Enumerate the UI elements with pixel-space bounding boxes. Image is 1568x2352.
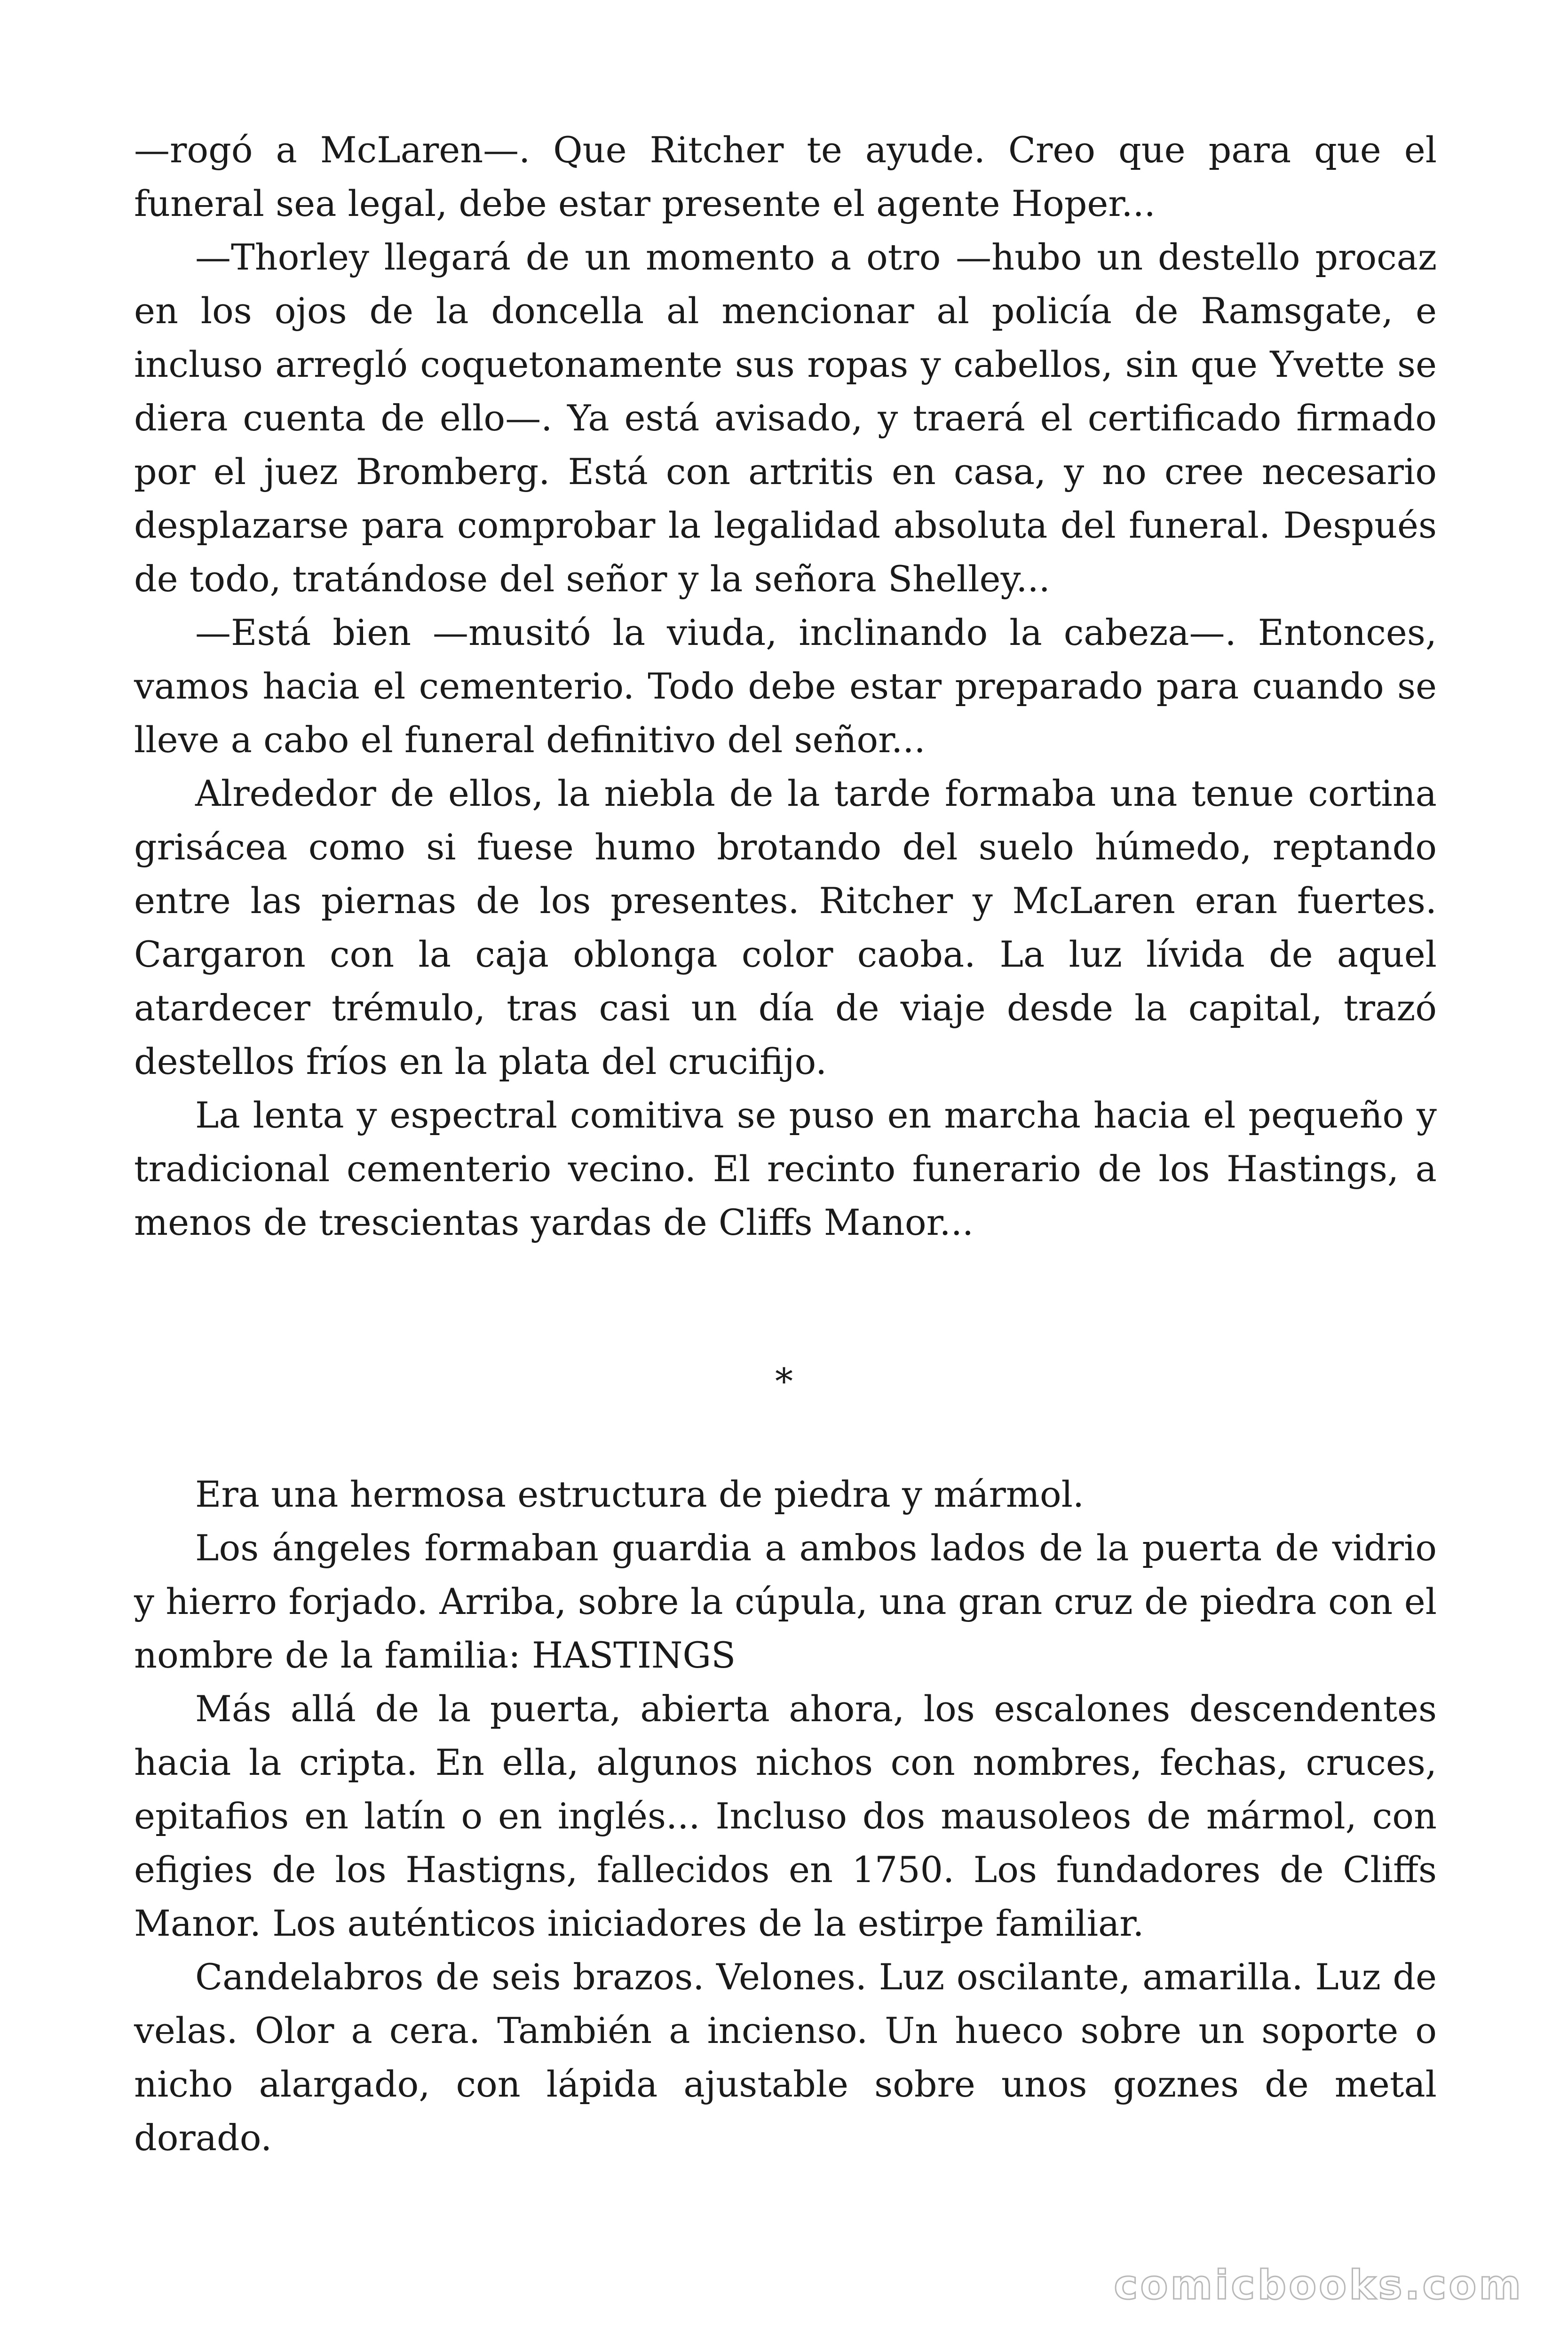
paragraph: Más allá de la puerta, abierta ahora, los escalones descendentes hacia la cripta. En ella, algunos nichos con nombres, fechas, cruces, epitafios en latín o en inglés... Incluso dos mausoleos de mármol, con efigies de los Hastigns, fallecidos en 1750. Los fundadores de Cliffs Manor. Los auténticos iniciadores de la estirpe familiar. bbox=[134, 1688, 1437, 1944]
section-separator: * bbox=[775, 1360, 793, 1402]
paragraph: Era una hermosa estructura de piedra y mármol. bbox=[195, 1473, 1085, 1515]
paragraph: La lenta y espectral comitiva se puso en marcha hacia el pequeño y tradicional cementerio vecino. El recinto funerario de los Hastings, a menos de trescientas yardas de Cliffs Manor... bbox=[134, 1094, 1437, 1243]
paragraph: Alrededor de ellos, la niebla de la tarde formaba una tenue cortina grisácea como si fuese humo brotando del suelo húmedo, reptando entre las piernas de los presentes. Ritcher y McLaren eran fuertes. Cargaron con la caja oblonga color caoba. La luz lívida de aquel atardecer trémulo, tras casi un día de viaje desde la capital, trazó destellos fríos en la plata del crucifijo. bbox=[134, 772, 1437, 1082]
text-section-bottom bbox=[134, 1468, 1437, 2165]
watermark: comicbooks.com bbox=[1114, 2262, 1523, 2309]
paragraph: Los ángeles formaban guardia a ambos lados de la puerta de vidrio y hierro forjado. Arriba, sobre la cúpula, una gran cruz de piedra con el nombre de la familia: HASTINGS bbox=[134, 1527, 1437, 1676]
paragraph: Candelabros de seis brazos. Velones. Luz oscilante, amarilla. Luz de velas. Olor a cera. También a incienso. Un hueco sobre un soporte o nicho alargado, con lápida ajustable sobre unos goznes de metal dorado. bbox=[134, 1956, 1437, 2159]
paragraph: —Thorley llegará de un momento a otro —hubo un destello procaz en los ojos de la doncella al mencionar al policía de Ramsgate, e incluso arregló coquetonamente sus ropas y cabellos, sin que Yvette se diera cuenta de ello—. Ya está avisado, y traerá el certificado firmado por el juez Bromberg. Está con artritis en casa, y no cree necesario desplazarse para comprobar la legalidad absoluta del funeral. Después de todo, tratándose del señor y la señora Shelley... bbox=[134, 236, 1437, 600]
text-section-top bbox=[134, 123, 1437, 1249]
paragraph: —Está bien —musitó la viuda, inclinando la cabeza—. Entonces, vamos hacia el cementerio. Todo debe estar preparado para cuando se lleve a cabo el funeral definitivo del señor... bbox=[134, 612, 1437, 761]
paragraph: —rogó a McLaren—. Que Ritcher te ayude. Creo que para que el funeral sea legal, debe estar presente el agente Hoper... bbox=[134, 129, 1437, 224]
